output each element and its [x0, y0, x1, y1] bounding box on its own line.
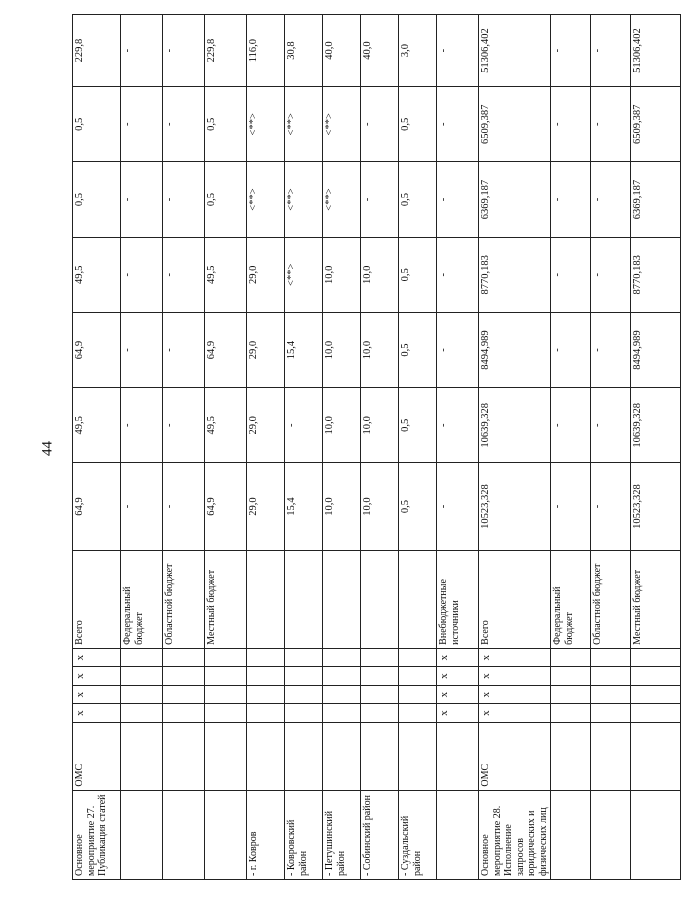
code-cell	[631, 704, 681, 723]
value-cell: -	[591, 162, 631, 237]
value-cell: -	[591, 388, 631, 463]
value-cell: 15,4	[285, 463, 323, 550]
measure-name-cell: Основное мероприятие 27. Публикация статей	[73, 790, 121, 879]
value-cell: -	[591, 312, 631, 387]
measure-name-cell: - Суздальский район	[399, 790, 437, 879]
value-cell: 0,5	[205, 162, 247, 237]
funding-source-cell: Всего	[73, 550, 121, 648]
value-cell: 49,5	[205, 237, 247, 312]
code-cell	[631, 648, 681, 667]
code-cell	[205, 648, 247, 667]
code-cell	[121, 667, 163, 686]
value-cell: -	[437, 87, 479, 162]
table-row	[479, 15, 551, 880]
value-cell: 8770,183	[631, 237, 681, 312]
value-cell: 51306,402	[631, 15, 681, 87]
table-row	[361, 15, 399, 880]
code-cell	[591, 685, 631, 704]
funding-source-cell: Областной бюджет	[591, 550, 631, 648]
value-cell: <**>	[323, 162, 361, 237]
code-cell	[399, 648, 437, 667]
measure-name-cell	[205, 790, 247, 879]
funding-source-cell	[361, 550, 399, 648]
value-cell: -	[121, 237, 163, 312]
value-cell: -	[591, 15, 631, 87]
funding-source-cell	[285, 550, 323, 648]
value-cell: 0,5	[399, 388, 437, 463]
value-cell: -	[437, 388, 479, 463]
table-row	[205, 15, 247, 880]
value-cell: -	[591, 463, 631, 550]
code-cell	[361, 667, 399, 686]
value-cell: 0,5	[399, 237, 437, 312]
code-cell: х	[437, 667, 479, 686]
executor-cell	[163, 722, 205, 790]
code-cell	[551, 704, 591, 723]
value-cell: -	[551, 463, 591, 550]
code-cell	[631, 667, 681, 686]
value-cell: 29,0	[247, 463, 285, 550]
measure-name-cell: - г. Ковров	[247, 790, 285, 879]
value-cell: 0,5	[399, 162, 437, 237]
value-cell: 6509,387	[479, 87, 551, 162]
value-cell: 10,0	[323, 237, 361, 312]
code-cell	[247, 667, 285, 686]
executor-cell: ОМС	[479, 722, 551, 790]
code-cell: х	[479, 704, 551, 723]
code-cell: х	[73, 685, 121, 704]
funding-source-cell: Федеральный бюджет	[551, 550, 591, 648]
value-cell: <**>	[285, 237, 323, 312]
table-row	[437, 15, 479, 880]
value-cell: 49,5	[205, 388, 247, 463]
value-cell: 10523,328	[631, 463, 681, 550]
executor-cell	[323, 722, 361, 790]
executor-cell	[247, 722, 285, 790]
code-cell	[361, 704, 399, 723]
value-cell: 49,5	[73, 388, 121, 463]
value-cell: -	[163, 15, 205, 87]
value-cell: -	[591, 87, 631, 162]
executor-cell	[285, 722, 323, 790]
code-cell	[551, 648, 591, 667]
value-cell: 10,0	[323, 388, 361, 463]
code-cell	[323, 667, 361, 686]
value-cell: -	[591, 237, 631, 312]
measure-name-cell: - Собинский район	[361, 790, 399, 879]
code-cell	[591, 704, 631, 723]
funding-source-cell: Всего	[479, 550, 551, 648]
code-cell	[361, 648, 399, 667]
value-cell: -	[121, 15, 163, 87]
executor-cell	[591, 722, 631, 790]
value-cell: 10639,328	[479, 388, 551, 463]
value-cell: -	[551, 87, 591, 162]
value-cell: 10,0	[361, 237, 399, 312]
value-cell: -	[121, 463, 163, 550]
code-cell	[163, 704, 205, 723]
value-cell: 6369,187	[479, 162, 551, 237]
code-cell	[323, 704, 361, 723]
value-cell: 10523,328	[479, 463, 551, 550]
code-cell: х	[437, 648, 479, 667]
value-cell: <**>	[247, 87, 285, 162]
code-cell	[205, 704, 247, 723]
code-cell	[323, 648, 361, 667]
code-cell	[591, 648, 631, 667]
table-row	[591, 15, 631, 880]
funding-source-cell: Местный бюджет	[205, 550, 247, 648]
value-cell: -	[163, 312, 205, 387]
measure-name-cell	[631, 790, 681, 879]
funding-source-cell	[323, 550, 361, 648]
value-cell: -	[551, 312, 591, 387]
code-cell	[163, 685, 205, 704]
measure-name-cell	[437, 790, 479, 879]
code-cell	[247, 648, 285, 667]
executor-cell	[205, 722, 247, 790]
value-cell: -	[437, 312, 479, 387]
measure-name-cell: - Ковровский район	[285, 790, 323, 879]
measure-name-cell	[591, 790, 631, 879]
value-cell: 0,5	[399, 463, 437, 550]
value-cell: 6369,187	[631, 162, 681, 237]
value-cell: 10,0	[323, 312, 361, 387]
value-cell: -	[361, 87, 399, 162]
funding-source-cell: Местный бюджет	[631, 550, 681, 648]
code-cell	[323, 685, 361, 704]
value-cell: -	[121, 388, 163, 463]
value-cell: 8494,989	[479, 312, 551, 387]
value-cell: <**>	[285, 162, 323, 237]
page-number: 44	[39, 441, 56, 456]
code-cell	[399, 704, 437, 723]
code-cell: х	[479, 648, 551, 667]
code-cell	[163, 667, 205, 686]
measure-name-cell	[551, 790, 591, 879]
value-cell: -	[121, 312, 163, 387]
code-cell	[591, 667, 631, 686]
value-cell: 10639,328	[631, 388, 681, 463]
value-cell: 40,0	[323, 15, 361, 87]
code-cell	[121, 704, 163, 723]
value-cell: 0,5	[73, 87, 121, 162]
value-cell: 0,5	[73, 162, 121, 237]
code-cell	[205, 667, 247, 686]
budget-table	[72, 14, 681, 880]
value-cell: 64,9	[205, 463, 247, 550]
measure-name-cell: Основное мероприятие 28. Исполнение запросов юридических и физических лиц	[479, 790, 551, 879]
funding-source-cell: Федеральный бюджет	[121, 550, 163, 648]
code-cell	[285, 648, 323, 667]
code-cell: х	[73, 667, 121, 686]
value-cell: 29,0	[247, 312, 285, 387]
value-cell: 229,8	[73, 15, 121, 87]
value-cell: 3,0	[399, 15, 437, 87]
table-row	[399, 15, 437, 880]
value-cell: 8770,183	[479, 237, 551, 312]
value-cell: 0,5	[399, 87, 437, 162]
code-cell	[361, 685, 399, 704]
measure-name-cell	[121, 790, 163, 879]
code-cell	[551, 685, 591, 704]
funding-source-cell: Внебюджетные источники	[437, 550, 479, 648]
value-cell: 40,0	[361, 15, 399, 87]
table-row	[163, 15, 205, 880]
value-cell: -	[551, 237, 591, 312]
table-row	[631, 15, 681, 880]
value-cell: -	[163, 87, 205, 162]
code-cell: х	[479, 667, 551, 686]
code-cell	[551, 667, 591, 686]
code-cell: х	[479, 685, 551, 704]
executor-cell	[121, 722, 163, 790]
funding-source-cell	[399, 550, 437, 648]
executor-cell	[631, 722, 681, 790]
code-cell	[631, 685, 681, 704]
value-cell: -	[361, 162, 399, 237]
executor-cell	[551, 722, 591, 790]
value-cell: 15,4	[285, 312, 323, 387]
code-cell	[247, 704, 285, 723]
value-cell: 10,0	[361, 388, 399, 463]
value-cell: 229,8	[205, 15, 247, 87]
value-cell: -	[163, 463, 205, 550]
code-cell	[121, 648, 163, 667]
code-cell	[163, 648, 205, 667]
value-cell: 51306,402	[479, 15, 551, 87]
value-cell: 29,0	[247, 237, 285, 312]
value-cell: -	[163, 162, 205, 237]
code-cell	[121, 685, 163, 704]
value-cell: 64,9	[73, 312, 121, 387]
value-cell: 6509,387	[631, 87, 681, 162]
value-cell: 64,9	[73, 463, 121, 550]
code-cell: х	[73, 704, 121, 723]
rotated-table-container	[72, 14, 643, 880]
value-cell: -	[551, 388, 591, 463]
funding-source-cell: Областной бюджет	[163, 550, 205, 648]
value-cell: 30,8	[285, 15, 323, 87]
value-cell: -	[437, 162, 479, 237]
measure-name-cell	[163, 790, 205, 879]
value-cell: -	[551, 15, 591, 87]
table-row	[73, 15, 121, 880]
table-row	[121, 15, 163, 880]
value-cell: 0,5	[205, 87, 247, 162]
table-row	[285, 15, 323, 880]
code-cell	[205, 685, 247, 704]
value-cell: <**>	[285, 87, 323, 162]
value-cell: 64,9	[205, 312, 247, 387]
value-cell: 49,5	[73, 237, 121, 312]
value-cell: -	[285, 388, 323, 463]
code-cell: х	[437, 685, 479, 704]
value-cell: <**>	[323, 87, 361, 162]
value-cell: 10,0	[323, 463, 361, 550]
value-cell: -	[437, 237, 479, 312]
executor-cell: ОМС	[73, 722, 121, 790]
code-cell	[399, 685, 437, 704]
value-cell: 10,0	[361, 463, 399, 550]
code-cell	[247, 685, 285, 704]
value-cell: -	[437, 463, 479, 550]
value-cell: -	[437, 15, 479, 87]
funding-source-cell	[247, 550, 285, 648]
value-cell: -	[121, 87, 163, 162]
value-cell: -	[163, 388, 205, 463]
value-cell: 8494,989	[631, 312, 681, 387]
table-row	[323, 15, 361, 880]
code-cell	[285, 667, 323, 686]
code-cell	[285, 704, 323, 723]
value-cell: <**>	[247, 162, 285, 237]
value-cell: -	[121, 162, 163, 237]
code-cell	[399, 667, 437, 686]
table-row	[247, 15, 285, 880]
measure-name-cell: - Петушинский район	[323, 790, 361, 879]
code-cell: х	[73, 648, 121, 667]
executor-cell	[361, 722, 399, 790]
executor-cell	[437, 722, 479, 790]
value-cell: 116,0	[247, 15, 285, 87]
value-cell: 29,0	[247, 388, 285, 463]
value-cell: 0,5	[399, 312, 437, 387]
code-cell: х	[437, 704, 479, 723]
code-cell	[285, 685, 323, 704]
executor-cell	[399, 722, 437, 790]
value-cell: 10,0	[361, 312, 399, 387]
value-cell: -	[551, 162, 591, 237]
value-cell: -	[163, 237, 205, 312]
table-row	[551, 15, 591, 880]
